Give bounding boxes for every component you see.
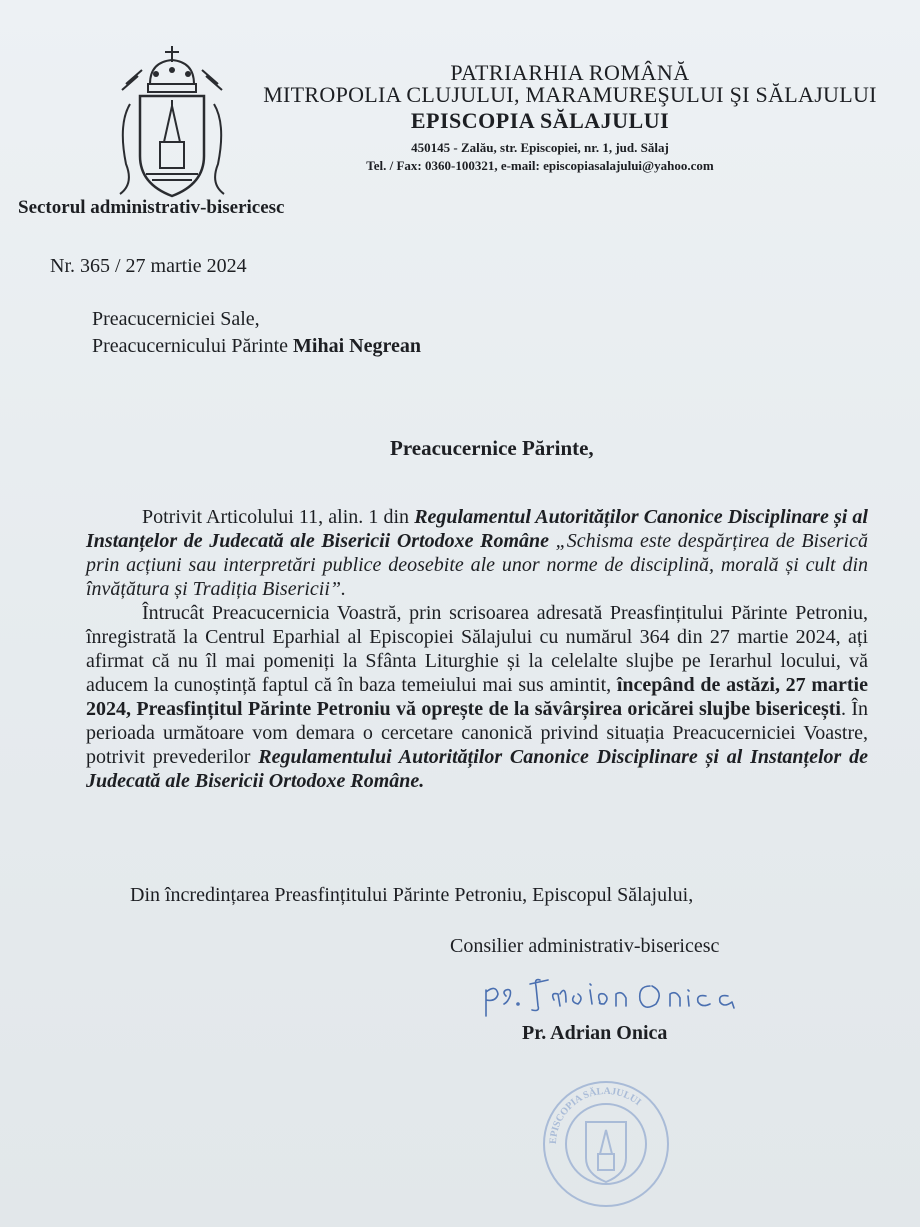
signatory-role: Consilier administrativ-bisericesc — [450, 935, 720, 957]
p1-quote: „Schisma este despărțirea de Biserică prin acțiuni sau interpretări publice deosebite ale unor norme de disciplină, morală și cult din învățătura și Tradiția Bisericii”. — [86, 530, 868, 600]
salutation: Preacucernice Părinte, — [390, 436, 594, 460]
sector-label: Sectorul administrativ-bisericesc — [18, 197, 285, 218]
p2-regulation-title: Regulamentului Autorităților Canonice Disciplinare și al Instanțelor de Judecată ale Bisericii Ortodoxe Române. — [86, 746, 868, 792]
p2-text: Întrucât Preacucernicia Voastră, prin scrisoarea adresată Preasfințitului Părinte Petroniu, înregistrată la Centrul Eparhial al Episcopiei Sălajului cu numărul 364 din 27 martie 2024, ați afirmat că nu îl mai pomeniți la Sfânta Liturghie și la celelalte slujbe pe Ierarhul locului, vă aducem la cunoștință faptul că în baza temeiului mai sus amintit, — [86, 602, 868, 696]
svg-text:EPISCOPIA SĂLAJULUI — [548, 1086, 643, 1144]
signatory-name: Pr. Adrian Onica — [522, 1022, 668, 1044]
delegation-line: Din încredințarea Preasfințitului Părinte Petroniu, Episcopul Sălajului, — [130, 884, 694, 906]
p2-text-continued: . În perioada următoare vom demara o cercetare canonică privind situația Preacucerniciei Voastre, potrivit prevederilor — [86, 698, 868, 768]
paragraph-2 — [86, 601, 868, 793]
stamp-lettering: EPISCOPIA SĂLAJULUI — [547, 1085, 643, 1145]
header-contact: Tel. / Fax: 0360-100321, e-mail: episcopiasalajului@yahoo.com — [366, 158, 714, 173]
header-metropolis: MITROPOLIA CLUJULUI, MARAMUREŞULUI ŞI SĂLAJULUI — [263, 82, 877, 107]
letter-body — [86, 505, 868, 793]
p1-regulation-title: Regulamentul Autorităților Canonice Disciplinare și al Instanțelor de Judecată ale Bisericii Ortodoxe Române — [86, 506, 868, 552]
header-diocese: EPISCOPIA SĂLAJULUI — [410, 108, 670, 133]
p2-decision: începând de astăzi, 27 martie 2024, Preasfințitul Părinte Petroniu vă oprește de la săvârșirea oricărei slujbe bisericești — [86, 674, 868, 720]
addressee-title: Preacucernicului Părinte — [92, 335, 294, 357]
diocese-stamp-icon — [540, 1078, 672, 1210]
p1-text: Potrivit Articolului 11, alin. 1 din — [142, 506, 415, 528]
header-patriarchate: PATRIARHIA ROMÂNĂ — [450, 60, 690, 85]
addressee-line-2 — [92, 335, 421, 358]
handwritten-signature — [480, 972, 760, 1022]
addressee-name: Mihai Negrean — [293, 335, 421, 357]
episcopal-coat-of-arms-icon — [112, 44, 232, 200]
paragraph-1 — [86, 505, 868, 601]
addressee-line-1: Preacucerniciei Sale, — [92, 308, 260, 330]
reference-number: Nr. 365 / 27 martie 2024 — [50, 255, 247, 277]
header-address: 450145 - Zalău, str. Episcopiei, nr. 1, jud. Sălaj — [411, 140, 669, 155]
